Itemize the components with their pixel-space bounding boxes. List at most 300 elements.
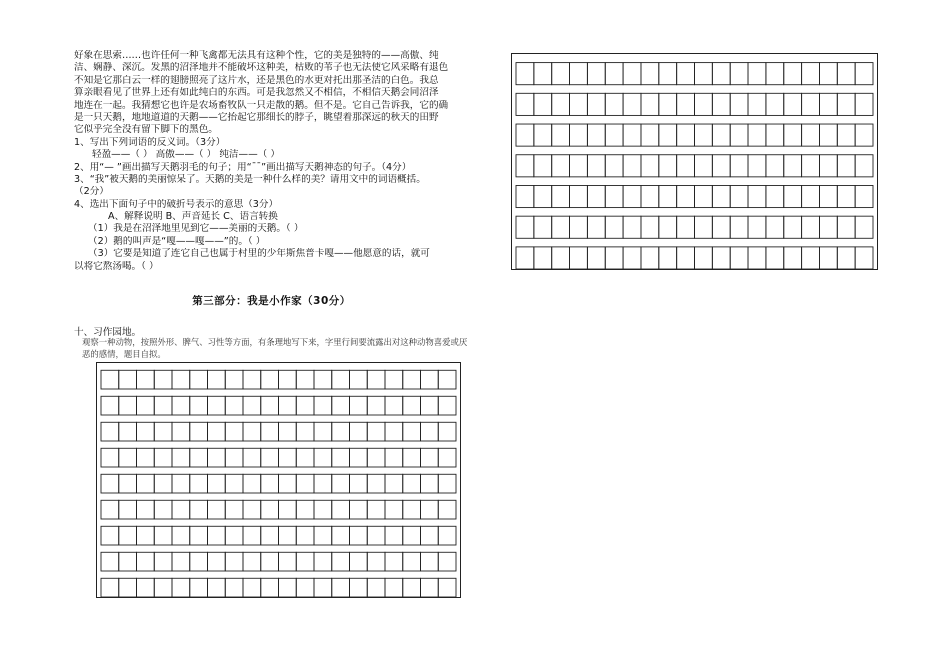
grid-cell[interactable] [296, 552, 314, 571]
grid-cell[interactable] [119, 526, 137, 545]
grid-cell[interactable] [748, 185, 766, 207]
grid-cell[interactable] [587, 93, 605, 115]
grid-cell[interactable] [784, 63, 802, 85]
grid-cell[interactable] [154, 552, 172, 571]
grid-cell[interactable] [208, 500, 226, 519]
grid-cell[interactable] [784, 124, 802, 146]
grid-cell[interactable] [855, 93, 873, 115]
grid-cell[interactable] [367, 396, 385, 415]
grid-cell[interactable] [659, 155, 677, 177]
grid-cell[interactable] [570, 93, 588, 115]
grid-cell[interactable] [296, 370, 314, 389]
grid-cell[interactable] [819, 185, 837, 207]
grid-cell[interactable] [677, 185, 695, 207]
grid-cell[interactable] [119, 474, 137, 493]
grid-cell[interactable] [677, 216, 695, 238]
grid-cell[interactable] [730, 155, 748, 177]
grid-cell[interactable] [438, 396, 456, 415]
grid-cell[interactable] [119, 500, 137, 519]
grid-cell[interactable] [279, 448, 297, 467]
grid-cell[interactable] [855, 216, 873, 238]
grid-cell[interactable] [659, 216, 677, 238]
grid-cell[interactable] [314, 448, 332, 467]
grid-cell[interactable] [172, 422, 190, 441]
grid-cell[interactable] [279, 526, 297, 545]
grid-cell[interactable] [367, 448, 385, 467]
grid-cell[interactable] [172, 474, 190, 493]
grid-cell[interactable] [350, 448, 368, 467]
grid-cell[interactable] [552, 216, 570, 238]
grid-cell[interactable] [385, 422, 403, 441]
grid-cell[interactable] [837, 216, 855, 238]
grid-cell[interactable] [208, 448, 226, 467]
grid-cell[interactable] [516, 247, 534, 269]
grid-cell[interactable] [332, 552, 350, 571]
grid-cell[interactable] [279, 396, 297, 415]
grid-cell[interactable] [748, 93, 766, 115]
grid-cell[interactable] [570, 216, 588, 238]
grid-cell[interactable] [314, 578, 332, 597]
grid-cell[interactable] [659, 124, 677, 146]
grid-cell[interactable] [802, 63, 820, 85]
grid-cell[interactable] [516, 93, 534, 115]
grid-cell[interactable] [314, 370, 332, 389]
grid-cell[interactable] [819, 247, 837, 269]
grid-cell[interactable] [350, 422, 368, 441]
grid-cell[interactable] [172, 396, 190, 415]
grid-cell[interactable] [712, 247, 730, 269]
grid-cell[interactable] [332, 526, 350, 545]
grid-cell[interactable] [802, 247, 820, 269]
grid-cell[interactable] [641, 124, 659, 146]
grid-cell[interactable] [748, 247, 766, 269]
grid-cell[interactable] [154, 448, 172, 467]
grid-cell[interactable] [748, 124, 766, 146]
grid-cell[interactable] [695, 93, 713, 115]
grid-cell[interactable] [190, 448, 208, 467]
grid-cell[interactable] [516, 63, 534, 85]
grid-cell[interactable] [605, 185, 623, 207]
grid-cell[interactable] [837, 63, 855, 85]
grid-cell[interactable] [677, 124, 695, 146]
grid-cell[interactable] [802, 155, 820, 177]
grid-cell[interactable] [296, 526, 314, 545]
grid-cell[interactable] [385, 474, 403, 493]
grid-cell[interactable] [385, 448, 403, 467]
grid-cell[interactable] [659, 63, 677, 85]
grid-cell[interactable] [279, 422, 297, 441]
grid-cell[interactable] [137, 578, 155, 597]
grid-cell[interactable] [101, 422, 119, 441]
grid-cell[interactable] [314, 552, 332, 571]
grid-cell[interactable] [332, 578, 350, 597]
grid-cell[interactable] [730, 216, 748, 238]
grid-cell[interactable] [819, 93, 837, 115]
grid-cell[interactable] [208, 370, 226, 389]
grid-cell[interactable] [243, 422, 261, 441]
grid-cell[interactable] [261, 526, 279, 545]
grid-cell[interactable] [154, 500, 172, 519]
grid-cell[interactable] [137, 474, 155, 493]
grid-cell[interactable] [819, 155, 837, 177]
grid-cell[interactable] [623, 216, 641, 238]
grid-cell[interactable] [641, 247, 659, 269]
grid-cell[interactable] [243, 526, 261, 545]
grid-cell[interactable] [296, 448, 314, 467]
grid-cell[interactable] [101, 448, 119, 467]
grid-cell[interactable] [534, 247, 552, 269]
grid-cell[interactable] [137, 396, 155, 415]
grid-cell[interactable] [712, 155, 730, 177]
grid-cell[interactable] [438, 448, 456, 467]
grid-cell[interactable] [190, 500, 208, 519]
grid-cell[interactable] [730, 63, 748, 85]
grid-cell[interactable] [784, 155, 802, 177]
grid-cell[interactable] [314, 474, 332, 493]
grid-cell[interactable] [421, 552, 439, 571]
grid-cell[interactable] [154, 474, 172, 493]
grid-cell[interactable] [695, 247, 713, 269]
grid-cell[interactable] [350, 474, 368, 493]
grid-cell[interactable] [552, 63, 570, 85]
grid-cell[interactable] [570, 155, 588, 177]
grid-cell[interactable] [261, 370, 279, 389]
grid-cell[interactable] [819, 216, 837, 238]
grid-cell[interactable] [784, 185, 802, 207]
grid-cell[interactable] [587, 247, 605, 269]
grid-cell[interactable] [855, 155, 873, 177]
grid-cell[interactable] [837, 124, 855, 146]
grid-cell[interactable] [208, 578, 226, 597]
grid-cell[interactable] [119, 552, 137, 571]
grid-cell[interactable] [332, 396, 350, 415]
grid-cell[interactable] [225, 370, 243, 389]
grid-cell[interactable] [137, 370, 155, 389]
grid-cell[interactable] [190, 474, 208, 493]
grid-cell[interactable] [855, 124, 873, 146]
grid-cell[interactable] [552, 247, 570, 269]
grid-cell[interactable] [623, 185, 641, 207]
grid-cell[interactable] [534, 185, 552, 207]
grid-cell[interactable] [421, 474, 439, 493]
grid-cell[interactable] [101, 526, 119, 545]
grid-cell[interactable] [296, 474, 314, 493]
grid-cell[interactable] [261, 422, 279, 441]
grid-cell[interactable] [172, 370, 190, 389]
grid-cell[interactable] [243, 552, 261, 571]
grid-cell[interactable] [332, 474, 350, 493]
grid-cell[interactable] [438, 422, 456, 441]
grid-cell[interactable] [154, 526, 172, 545]
grid-cell[interactable] [385, 396, 403, 415]
grid-cell[interactable] [225, 422, 243, 441]
grid-cell[interactable] [154, 578, 172, 597]
grid-cell[interactable] [385, 552, 403, 571]
grid-cell[interactable] [172, 552, 190, 571]
grid-cell[interactable] [137, 552, 155, 571]
grid-cell[interactable] [350, 578, 368, 597]
grid-cell[interactable] [438, 552, 456, 571]
grid-cell[interactable] [784, 247, 802, 269]
grid-cell[interactable] [101, 474, 119, 493]
grid-cell[interactable] [367, 526, 385, 545]
grid-cell[interactable] [587, 124, 605, 146]
grid-cell[interactable] [367, 474, 385, 493]
grid-cell[interactable] [385, 578, 403, 597]
grid-cell[interactable] [712, 216, 730, 238]
grid-cell[interactable] [154, 396, 172, 415]
grid-cell[interactable] [101, 370, 119, 389]
grid-cell[interactable] [837, 155, 855, 177]
grid-cell[interactable] [695, 185, 713, 207]
grid-cell[interactable] [332, 448, 350, 467]
grid-cell[interactable] [225, 500, 243, 519]
grid-cell[interactable] [712, 185, 730, 207]
grid-cell[interactable] [314, 500, 332, 519]
grid-cell[interactable] [695, 63, 713, 85]
grid-cell[interactable] [438, 526, 456, 545]
grid-cell[interactable] [534, 216, 552, 238]
grid-cell[interactable] [261, 474, 279, 493]
grid-cell[interactable] [225, 396, 243, 415]
grid-cell[interactable] [403, 500, 421, 519]
grid-cell[interactable] [243, 396, 261, 415]
grid-cell[interactable] [314, 526, 332, 545]
grid-cell[interactable] [421, 448, 439, 467]
grid-cell[interactable] [403, 448, 421, 467]
grid-cell[interactable] [296, 500, 314, 519]
grid-cell[interactable] [570, 63, 588, 85]
grid-cell[interactable] [766, 93, 784, 115]
grid-cell[interactable] [403, 474, 421, 493]
grid-cell[interactable] [421, 396, 439, 415]
grid-cell[interactable] [623, 124, 641, 146]
grid-cell[interactable] [190, 396, 208, 415]
grid-cell[interactable] [730, 124, 748, 146]
grid-cell[interactable] [712, 93, 730, 115]
grid-cell[interactable] [225, 474, 243, 493]
grid-cell[interactable] [350, 396, 368, 415]
grid-cell[interactable] [172, 500, 190, 519]
grid-cell[interactable] [570, 124, 588, 146]
grid-cell[interactable] [641, 185, 659, 207]
grid-cell[interactable] [766, 247, 784, 269]
grid-cell[interactable] [172, 448, 190, 467]
grid-cell[interactable] [350, 500, 368, 519]
grid-cell[interactable] [766, 216, 784, 238]
grid-cell[interactable] [641, 93, 659, 115]
grid-cell[interactable] [766, 155, 784, 177]
grid-cell[interactable] [403, 578, 421, 597]
grid-cell[interactable] [225, 526, 243, 545]
grid-cell[interactable] [837, 247, 855, 269]
grid-cell[interactable] [784, 93, 802, 115]
grid-cell[interactable] [243, 448, 261, 467]
grid-cell[interactable] [730, 185, 748, 207]
grid-cell[interactable] [314, 396, 332, 415]
grid-cell[interactable] [438, 578, 456, 597]
grid-cell[interactable] [587, 155, 605, 177]
grid-cell[interactable] [208, 474, 226, 493]
grid-cell[interactable] [190, 552, 208, 571]
grid-cell[interactable] [695, 216, 713, 238]
grid-cell[interactable] [570, 185, 588, 207]
grid-cell[interactable] [534, 124, 552, 146]
grid-cell[interactable] [190, 526, 208, 545]
grid-cell[interactable] [403, 370, 421, 389]
grid-cell[interactable] [516, 155, 534, 177]
grid-cell[interactable] [552, 185, 570, 207]
grid-cell[interactable] [261, 500, 279, 519]
grid-cell[interactable] [101, 578, 119, 597]
grid-cell[interactable] [438, 500, 456, 519]
grid-cell[interactable] [587, 185, 605, 207]
grid-cell[interactable] [552, 124, 570, 146]
grid-cell[interactable] [190, 370, 208, 389]
grid-cell[interactable] [712, 63, 730, 85]
grid-cell[interactable] [403, 422, 421, 441]
grid-cell[interactable] [208, 526, 226, 545]
grid-cell[interactable] [243, 500, 261, 519]
grid-cell[interactable] [659, 93, 677, 115]
grid-cell[interactable] [332, 422, 350, 441]
grid-cell[interactable] [730, 247, 748, 269]
grid-cell[interactable] [641, 63, 659, 85]
grid-cell[interactable] [190, 422, 208, 441]
grid-cell[interactable] [243, 370, 261, 389]
grid-cell[interactable] [332, 500, 350, 519]
grid-cell[interactable] [712, 124, 730, 146]
grid-cell[interactable] [605, 63, 623, 85]
grid-cell[interactable] [385, 370, 403, 389]
grid-cell[interactable] [837, 93, 855, 115]
grid-cell[interactable] [855, 63, 873, 85]
grid-cell[interactable] [367, 422, 385, 441]
grid-cell[interactable] [802, 124, 820, 146]
grid-cell[interactable] [350, 526, 368, 545]
grid-cell[interactable] [516, 216, 534, 238]
grid-cell[interactable] [119, 422, 137, 441]
grid-cell[interactable] [137, 500, 155, 519]
grid-cell[interactable] [677, 93, 695, 115]
grid-cell[interactable] [225, 578, 243, 597]
grid-cell[interactable] [367, 370, 385, 389]
grid-cell[interactable] [243, 578, 261, 597]
grid-cell[interactable] [279, 474, 297, 493]
grid-cell[interactable] [855, 185, 873, 207]
grid-cell[interactable] [119, 370, 137, 389]
grid-cell[interactable] [296, 578, 314, 597]
grid-cell[interactable] [190, 578, 208, 597]
grid-cell[interactable] [534, 93, 552, 115]
grid-cell[interactable] [766, 63, 784, 85]
grid-cell[interactable] [367, 500, 385, 519]
grid-cell[interactable] [154, 422, 172, 441]
grid-cell[interactable] [605, 124, 623, 146]
grid-cell[interactable] [421, 578, 439, 597]
grid-cell[interactable] [385, 500, 403, 519]
grid-cell[interactable] [225, 552, 243, 571]
grid-cell[interactable] [403, 396, 421, 415]
grid-cell[interactable] [421, 500, 439, 519]
grid-cell[interactable] [385, 526, 403, 545]
grid-cell[interactable] [570, 247, 588, 269]
grid-cell[interactable] [208, 422, 226, 441]
grid-cell[interactable] [261, 448, 279, 467]
grid-cell[interactable] [802, 185, 820, 207]
grid-cell[interactable] [516, 124, 534, 146]
grid-cell[interactable] [677, 247, 695, 269]
grid-cell[interactable] [802, 93, 820, 115]
grid-cell[interactable] [154, 370, 172, 389]
composition-grid-right[interactable] [511, 53, 878, 270]
grid-cell[interactable] [421, 422, 439, 441]
grid-cell[interactable] [350, 552, 368, 571]
grid-cell[interactable] [172, 526, 190, 545]
grid-cell[interactable] [314, 422, 332, 441]
grid-cell[interactable] [641, 216, 659, 238]
grid-cell[interactable] [279, 578, 297, 597]
grid-cell[interactable] [605, 216, 623, 238]
grid-cell[interactable] [367, 552, 385, 571]
grid-cell[interactable] [332, 370, 350, 389]
grid-cell[interactable] [137, 448, 155, 467]
grid-cell[interactable] [623, 93, 641, 115]
grid-cell[interactable] [421, 526, 439, 545]
grid-cell[interactable] [534, 63, 552, 85]
grid-cell[interactable] [695, 124, 713, 146]
grid-cell[interactable] [677, 155, 695, 177]
grid-cell[interactable] [605, 155, 623, 177]
grid-cell[interactable] [279, 500, 297, 519]
grid-cell[interactable] [403, 526, 421, 545]
grid-cell[interactable] [534, 155, 552, 177]
grid-cell[interactable] [367, 578, 385, 597]
grid-cell[interactable] [587, 63, 605, 85]
grid-cell[interactable] [137, 422, 155, 441]
grid-cell[interactable] [855, 247, 873, 269]
grid-cell[interactable] [296, 396, 314, 415]
composition-grid-left[interactable] [96, 362, 461, 598]
grid-cell[interactable] [279, 552, 297, 571]
grid-cell[interactable] [208, 552, 226, 571]
grid-cell[interactable] [101, 396, 119, 415]
grid-cell[interactable] [605, 93, 623, 115]
grid-cell[interactable] [730, 93, 748, 115]
grid-cell[interactable] [119, 396, 137, 415]
grid-cell[interactable] [623, 63, 641, 85]
grid-cell[interactable] [119, 448, 137, 467]
grid-cell[interactable] [766, 185, 784, 207]
grid-cell[interactable] [552, 93, 570, 115]
grid-cell[interactable] [243, 474, 261, 493]
grid-cell[interactable] [516, 185, 534, 207]
grid-cell[interactable] [137, 526, 155, 545]
grid-cell[interactable] [819, 124, 837, 146]
grid-cell[interactable] [766, 124, 784, 146]
grid-cell[interactable] [172, 578, 190, 597]
grid-cell[interactable] [101, 552, 119, 571]
grid-cell[interactable] [623, 155, 641, 177]
grid-cell[interactable] [261, 578, 279, 597]
grid-cell[interactable] [659, 185, 677, 207]
grid-cell[interactable] [748, 216, 766, 238]
grid-cell[interactable] [587, 216, 605, 238]
grid-cell[interactable] [552, 155, 570, 177]
grid-cell[interactable] [438, 474, 456, 493]
grid-cell[interactable] [350, 370, 368, 389]
grid-cell[interactable] [659, 247, 677, 269]
